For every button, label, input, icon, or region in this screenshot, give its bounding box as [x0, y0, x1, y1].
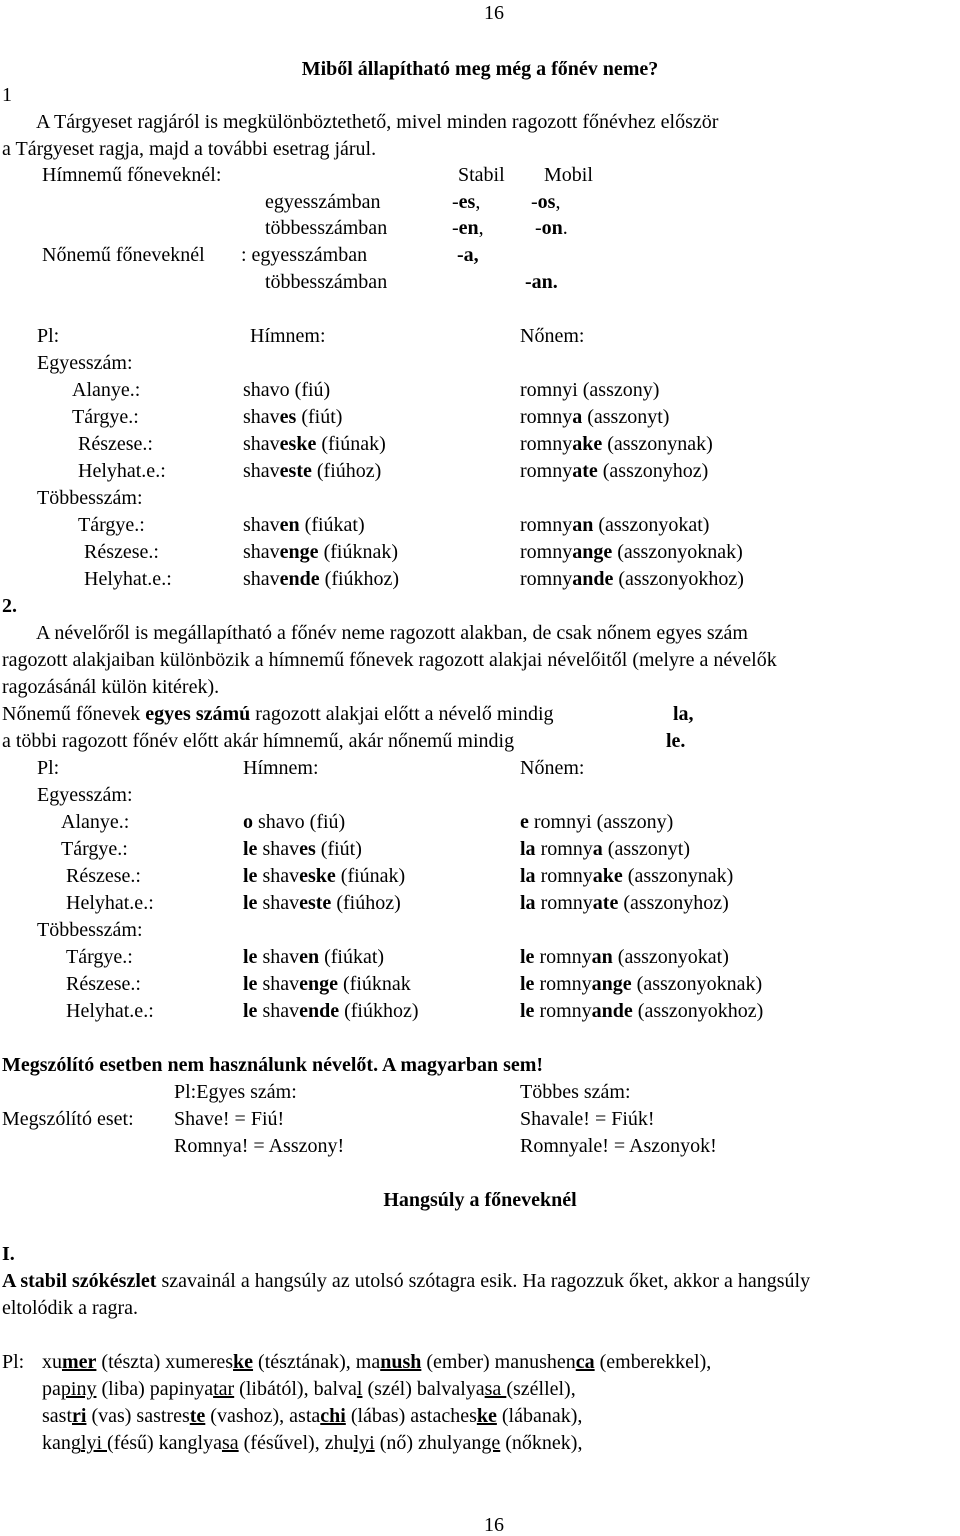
table2-case-label: Helyhat.e.: — [66, 1000, 154, 1022]
intro-line-1: A Tárgyeset ragjáról is megkülönböztethető, mivel minden ragozott főnévhez először — [36, 111, 719, 133]
table1-masc-form: shaveske (fiúnak) — [243, 433, 386, 455]
table1-case-label: Helyhat.e.: — [84, 568, 172, 590]
stressed-syllable: te — [189, 1405, 206, 1427]
table2-case-label: Részese.: — [66, 865, 141, 887]
stressed-syllable: lyi — [80, 1432, 108, 1454]
masc-row-label: többesszámban — [265, 217, 388, 239]
example-text: (vas) sastres — [86, 1405, 190, 1427]
stressed-syllable: ke — [233, 1351, 254, 1373]
example-text: (nőknek), — [500, 1432, 583, 1454]
table2-fem-form: la romnyate (asszonyhoz) — [520, 892, 729, 914]
table1-masc-form: shaves (fiút) — [243, 406, 343, 428]
masc-row-label: egyesszámban — [265, 191, 381, 213]
stress-title: Hangsúly a főneveknél — [383, 1189, 577, 1211]
table2-case-label: Részese.: — [66, 973, 141, 995]
stressed-syllable: piny — [60, 1378, 97, 1400]
table2-case-label: Tárgye.: — [61, 838, 128, 860]
table2-case-label: Tárgye.: — [66, 946, 133, 968]
masc-stabil-ending: -es, — [452, 191, 481, 213]
masc-label: Hímnemű főneveknél: — [42, 164, 222, 186]
table1-fem-form: romnyake (asszonynak) — [520, 433, 713, 455]
table2-header-pl: Pl: — [37, 757, 60, 779]
table2-fem-form: le romnyange (asszonyoknak) — [520, 973, 763, 995]
table1-header-masc: Hímnem: — [250, 325, 326, 347]
col-stabil-header: Stabil — [458, 164, 505, 186]
masc-mobil-ending: -os, — [531, 191, 561, 213]
table1-masc-form: shaven (fiúkat) — [243, 514, 365, 536]
intro-line-2: a Tárgyeset ragja, majd a további esetrag járul. — [2, 138, 377, 160]
section2-para-line-3: ragozásánál külön kitérek). — [2, 676, 220, 698]
table2-singular-label: Egyesszám: — [37, 784, 133, 806]
stressed-syllable: mer — [62, 1351, 97, 1373]
stress-para-line-1: A stabil szókészlet szavainál a hangsúly az utolsó szótagra esik. Ha ragozzuk őket, akkor a hangsúly — [2, 1270, 811, 1292]
stressed-syllable: chi — [320, 1405, 346, 1427]
section-number-1: 1 — [2, 84, 12, 106]
table2-fem-form: la romnya (asszonyt) — [520, 838, 690, 860]
table2-masc-form: le shaveste (fiúhoz) — [243, 892, 401, 914]
example-text: (lábanak), — [496, 1405, 583, 1427]
stressed-syllable: tar — [213, 1378, 235, 1400]
vocative-form: Romnyale! = Aszonyok! — [520, 1135, 717, 1157]
table1-case-label: Részese.: — [78, 433, 153, 455]
stress-para-line-2: eltolódik a ragra. — [2, 1297, 139, 1319]
stressed-syllable: ke — [476, 1405, 497, 1427]
table2-fem-form: le romnyande (asszonyokhoz) — [520, 1000, 764, 1022]
table1-fem-form: romnya (asszonyt) — [520, 406, 670, 428]
stress-example-line — [42, 1406, 582, 1426]
example-text: (fésűvel), zhu — [238, 1432, 354, 1454]
stress-section-number: I. — [2, 1243, 15, 1265]
masc-stabil-ending: -en, — [452, 217, 484, 239]
table1-case-label: Helyhat.e.: — [78, 460, 166, 482]
example-text: (vashoz), asta — [205, 1405, 321, 1427]
stress-example-line — [42, 1352, 711, 1372]
table1-masc-form: shaveste (fiúhoz) — [243, 460, 382, 482]
vocative-header-singular: Pl:Egyes szám: — [174, 1081, 297, 1103]
table2-masc-form: le shavende (fiúkhoz) — [243, 1000, 419, 1022]
vocative-label: Megszólító eset: — [2, 1108, 134, 1130]
table1-masc-form: shavenge (fiúknak) — [243, 541, 398, 563]
example-text: (szél) balvalya — [362, 1378, 485, 1400]
page-number-bottom: 16 — [484, 1514, 504, 1536]
vocative-heading: Megszólító esetben nem használunk névelőt. A magyarban sem! — [2, 1054, 544, 1076]
table2-fem-form: le romnyan (asszonyokat) — [520, 946, 729, 968]
table1-fem-form: romnyange (asszonyoknak) — [520, 541, 743, 563]
stressed-syllable: ge — [481, 1432, 501, 1454]
table2-masc-form: o shavo (fiú) — [243, 811, 346, 833]
article-rule-feminine: Nőnemű főnevek egyes számú ragozott alakjai előtt a névelő mindig — [2, 703, 554, 725]
stressed-syllable: l — [356, 1378, 363, 1400]
example-text: (tészta) xumeres — [96, 1351, 234, 1373]
example-text: (ember) manushen — [421, 1351, 576, 1373]
example-text: (emberekkel), — [594, 1351, 712, 1373]
table2-masc-form: le shaveske (fiúnak) — [243, 865, 406, 887]
fem-label: Nőnemű főneveknél — [42, 244, 205, 266]
example-text: sast — [42, 1405, 72, 1427]
table2-fem-form: la romnyake (asszonynak) — [520, 865, 734, 887]
table1-case-label: Tárgye.: — [78, 514, 145, 536]
table2-masc-form: le shaves (fiút) — [243, 838, 362, 860]
stressed-syllable: sa — [484, 1378, 507, 1400]
example-text: (széllel), — [506, 1378, 576, 1400]
table1-masc-form: shavo (fiú) — [243, 379, 331, 401]
table1-singular-label: Egyesszám: — [37, 352, 133, 374]
example-text: xu — [42, 1351, 62, 1373]
stressed-syllable: ri — [72, 1405, 87, 1427]
article-le: le. — [666, 730, 686, 752]
table2-plural-label: Többesszám: — [37, 919, 143, 941]
example-text: (lábas) astaches — [345, 1405, 477, 1427]
section-number-2: 2. — [2, 595, 17, 617]
table2-fem-form: e romnyi (asszony) — [520, 811, 674, 833]
table1-case-label: Tárgye.: — [72, 406, 139, 428]
col-mobil-header: Mobil — [544, 164, 593, 186]
table1-header-fem: Nőnem: — [520, 325, 585, 347]
table1-masc-form: shavende (fiúkhoz) — [243, 568, 400, 590]
page-number-top: 16 — [484, 2, 504, 24]
stressed-syllable: lyi — [353, 1432, 375, 1454]
table1-fem-form: romnyande (asszonyokhoz) — [520, 568, 744, 590]
article-la: la, — [673, 703, 694, 725]
stress-example-label: Pl: — [2, 1351, 25, 1373]
table1-header-pl: Pl: — [37, 325, 60, 347]
fem-row-label: többesszámban — [265, 271, 388, 293]
table2-case-label: Helyhat.e.: — [66, 892, 154, 914]
table1-plural-label: Többesszám: — [37, 487, 143, 509]
masc-mobil-ending: -on. — [535, 217, 568, 239]
stress-example-line — [42, 1433, 582, 1453]
table2-masc-form: le shaven (fiúkat) — [243, 946, 385, 968]
stressed-syllable: sa — [221, 1432, 239, 1454]
table1-fem-form: romnyan (asszonyokat) — [520, 514, 710, 536]
fem-row-label: : egyesszámban — [241, 244, 368, 266]
example-text: (tésztának), ma — [253, 1351, 381, 1373]
table1-fem-form: romnyate (asszonyhoz) — [520, 460, 709, 482]
example-text: (libától), balva — [234, 1378, 357, 1400]
section2-para-line-1: A névelőről is megállapítható a főnév neme ragozott alakban, de csak nőnem egyes szám — [36, 622, 748, 644]
vocative-form: Shave! = Fiú! — [174, 1108, 285, 1130]
article-rule-other: a többi ragozott főnév előtt akár hímnemű, akár nőnemű mindig — [2, 730, 515, 752]
fem-ending: -a, — [457, 244, 479, 266]
table2-header-masc: Hímnem: — [243, 757, 319, 779]
table2-masc-form: le shavenge (fiúknak — [243, 973, 411, 995]
page-title: Miből állapítható meg még a főnév neme? — [301, 58, 659, 80]
example-text: (fésű) kanglya — [107, 1432, 222, 1454]
table1-fem-form: romnyi (asszony) — [520, 379, 660, 401]
vocative-header-plural: Többes szám: — [520, 1081, 631, 1103]
example-text: (liba) papinya — [96, 1378, 214, 1400]
stressed-syllable: ca — [575, 1351, 595, 1373]
vocative-form: Shavale! = Fiúk! — [520, 1108, 655, 1130]
section2-para-line-2: ragozott alakjaiban különbözik a hímnemű főnevek ragozott alakjai névelőitől (melyre a névelők — [2, 649, 777, 671]
table1-case-label: Részese.: — [84, 541, 159, 563]
example-text: pa — [42, 1378, 61, 1400]
table1-case-label: Alanye.: — [72, 379, 141, 401]
table2-case-label: Alanye.: — [61, 811, 130, 833]
stress-example-line — [42, 1379, 576, 1399]
example-text: (nő) zhulyan — [374, 1432, 482, 1454]
vocative-form: Romnya! = Asszony! — [174, 1135, 345, 1157]
table2-header-fem: Nőnem: — [520, 757, 585, 779]
stressed-syllable: nush — [380, 1351, 422, 1373]
fem-ending: -an. — [525, 271, 558, 293]
example-text: kang — [42, 1432, 81, 1454]
